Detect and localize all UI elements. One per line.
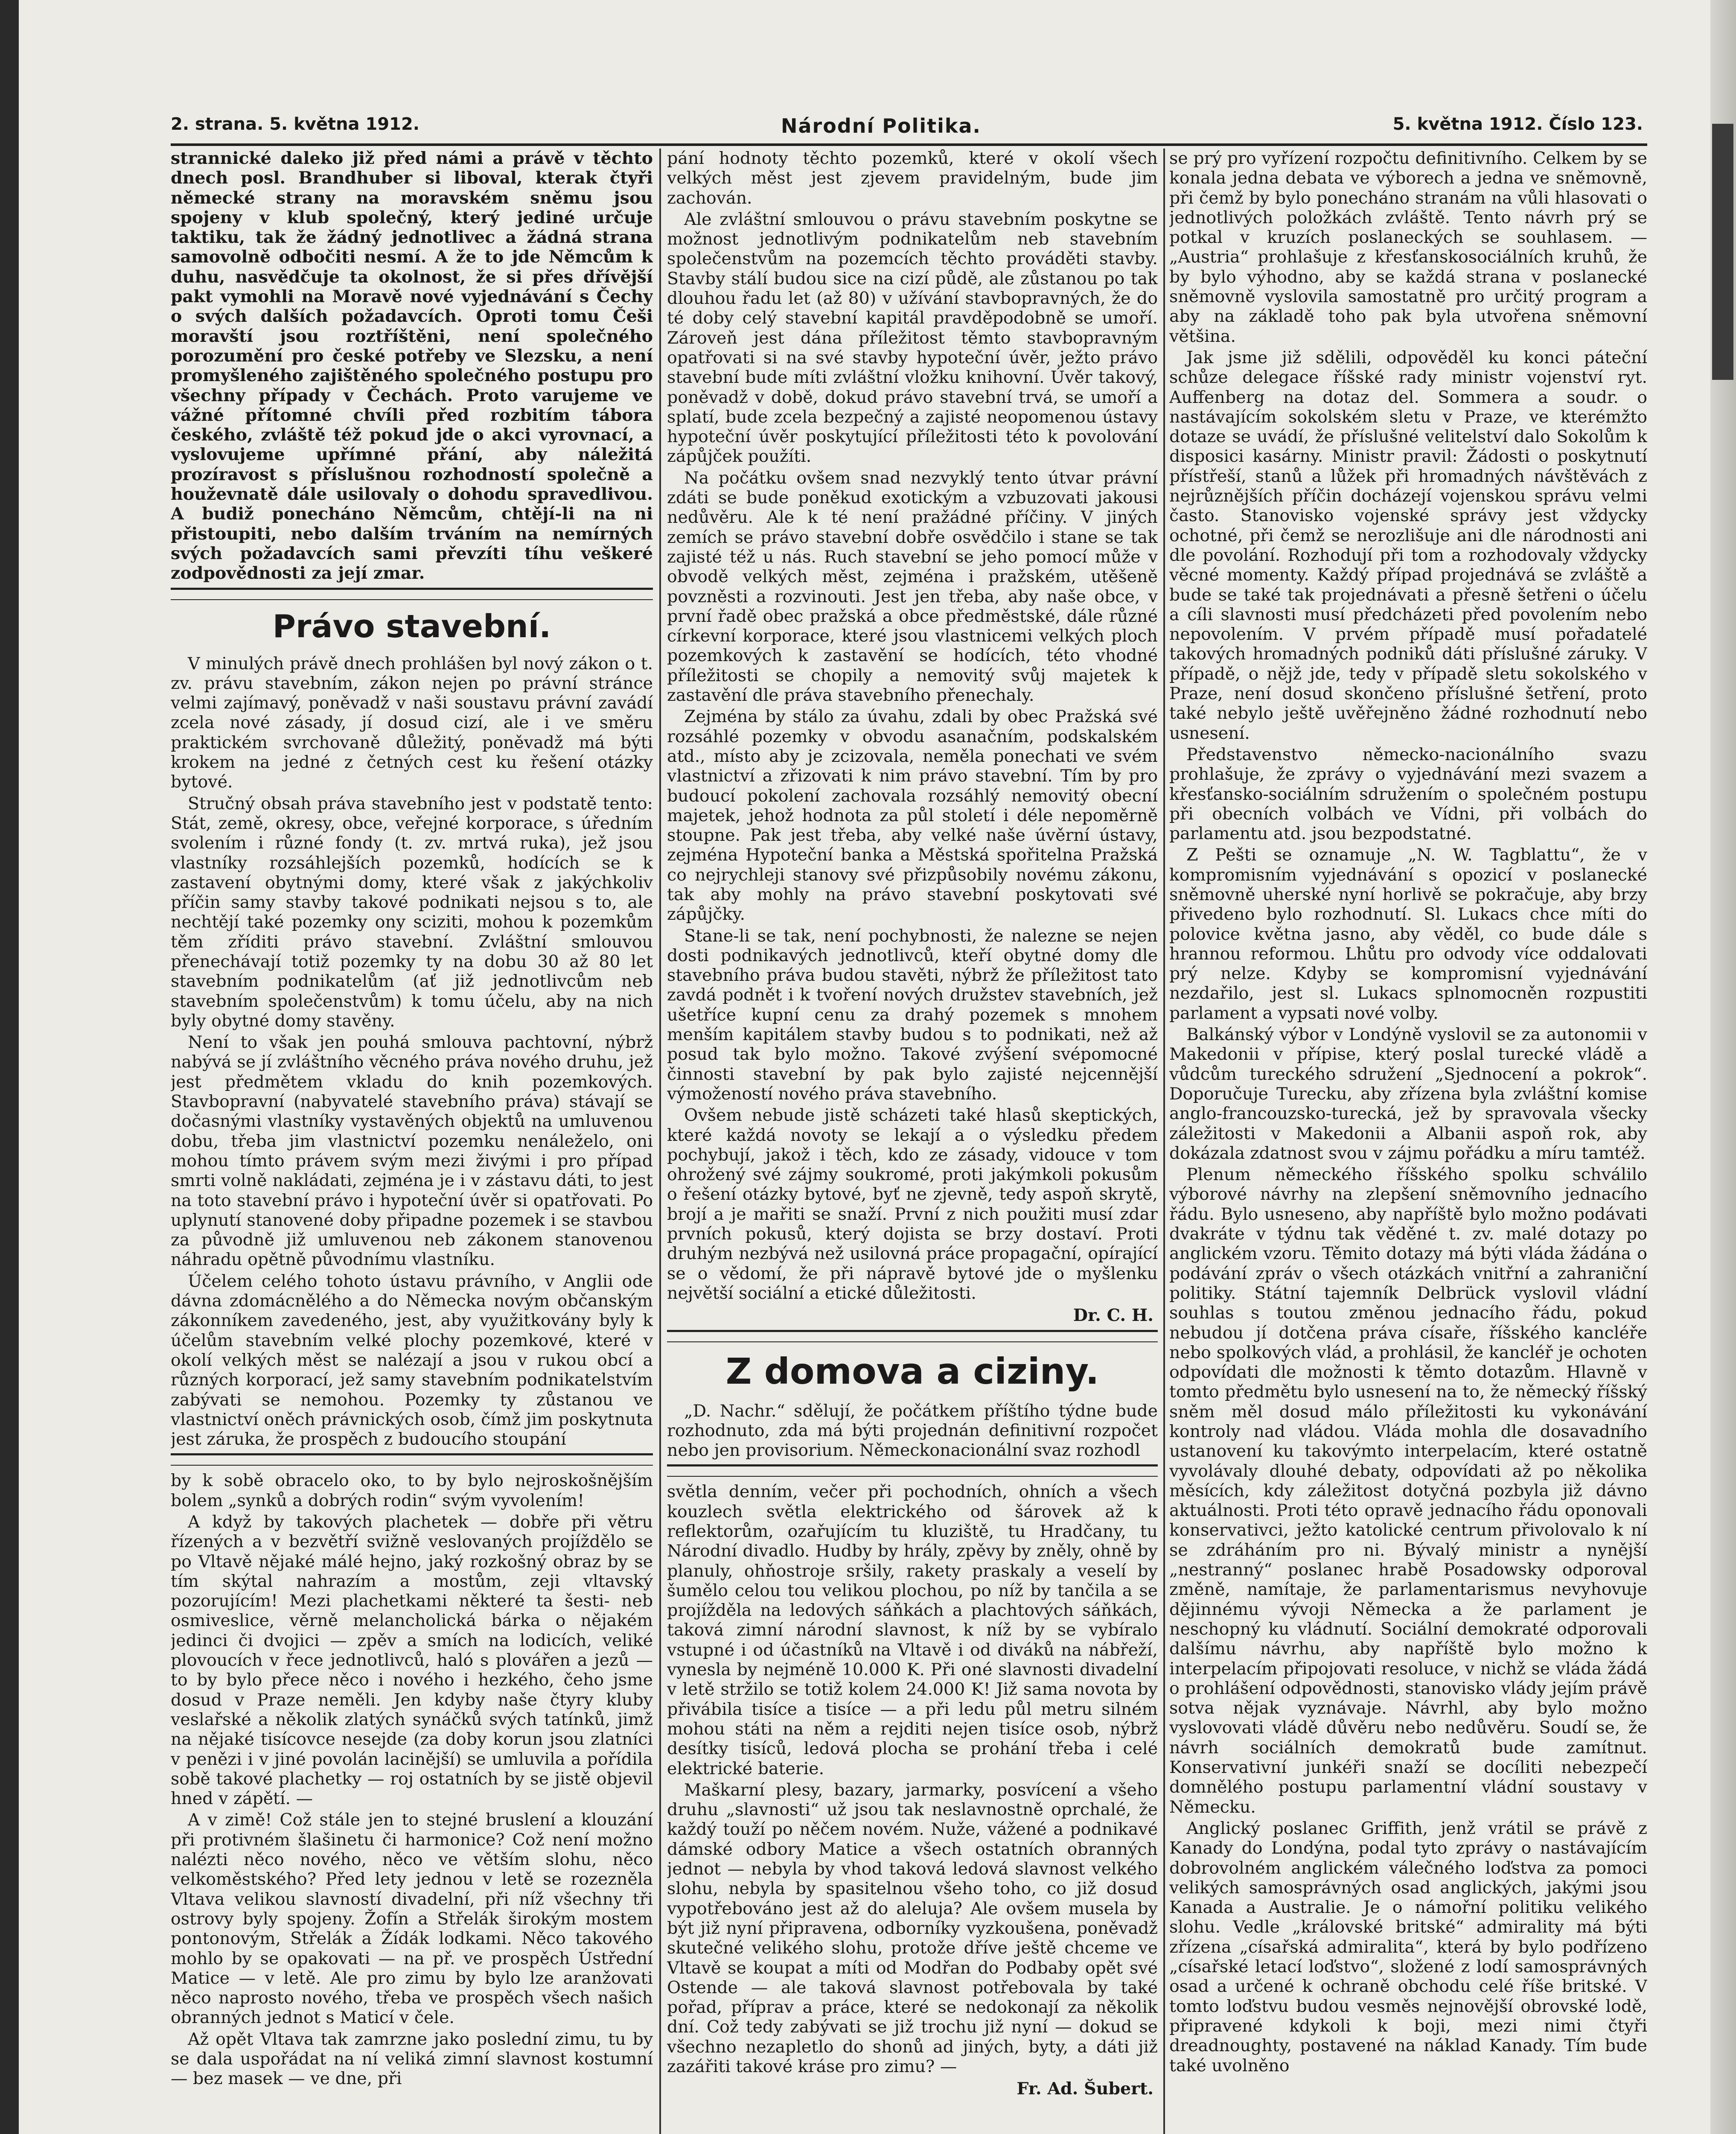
header-rule <box>171 143 1647 146</box>
news-paragraph: Plenum německého říšského spolku schválilo výborové návrhy na zlepšení sněmovního jednacího řádu. Bylo usneseno, aby napříště bylo možno podávati dvakráte v týdnu tak věděné t. zv. malé dotazy po anglickém vzoru. Těmito dotazy má býti vláda žádána o podávání zpráv o všech otázkách vnitřní a zahraniční politiky. Státní tajemník Delbrück vyslovil vládní souhlas s toutou změnou jednacího řádu, pokud nebudou jí dotčena práva císaře, říšského kancléře nebo spolkových vlád, a prohlásil, že kancléř je ochoten odpovídati dle možnosti k těmto dotazům. Hlavně v tomto předmětu bylo usnesení na to, že německý říšský sněm měl dosud málo příležitosti ku vykonávání kontroly nad vládou. Vláda mohla dle dosavadního ustanovení ku takovýmto interpelacím, které ostatně vyvolávaly dlouhé debaty, odpovídati až po několika měsících, kdy záležitost dotyčná pozbyla již dávno aktuálnosti. Proti této opravě jednacího řádu oponovali konservativci, ježto katolické centrum přivolovalo k ní se zdráháním pro ni. Bývalý ministr a nynější „nestranný“ poslanec hrabě Posadowsky odporoval změně, namítaje, že parlamentarismus nevyhovuje dějinnému vývoji Německa a že parlament je neschopný ku vládnutí. Sociální demokraté odporovali dalšímu návrhu, aby napříště bylo možno k interpelacím připojovati resoluce, v nichž se vláda žádá o prohlášení odpovědnosti, stanovisko vlády jejím právě sotva nějak vyznávaje. Návrhl, aby bylo možno vyslovovati vládě důvěru nebo nedůvěru. Soudí se, že návrh sociálních demokratů bude zamítnut. Konservativní junkéři snaží se docíliti nebezpečí domnělého postupu parlamentní vládní soustavy v Německu. <box>1169 1165 1647 1817</box>
paragraph: Ale zvláštní smlouvou o právu stavebním poskytne se možnost jednotlivým podnikatelům neb stavebním společenstvům na pozemcích těchto prováděti stavby. Stavby stálí budou sice na cizí půdě, ale zůstanou po tak dlouhou řadu let (až 80) v užívání stavbopravných, že do té doby celý stavební kapitál pravděpodobně se umoří. Zároveň jest dána příležitost těmto stavbopravným opatřovati si na své stavby hypoteční úvěr, ježto právo stavební bude míti zvláštní vložku knihovní. Úvěr takový, poněvadž v době, dokud právo stavební trvá, se umoří a splatí, bude zcela bezpečný a zajisté neopomenou ústavy hypoteční úvěr poskytující příležitosti této k povolování zápůjček použíti. <box>667 209 1158 466</box>
news-paragraph: Jak jsme již sdělili, odpověděl ku konci páteční schůze delegace říšské rady ministr vojenství ryt. Auffenberg na dotaz del. Sommera a soudr. o nastávajícím sokolském sletu v Praze, ve kterémžto dotaze se uvádí, že příslušné velitelství dalo Sokolům k disposici kasárny. Ministr pravil: Žádosti o poskytnutí přístřeší, stanů a lůžek při hromadných návštěvách z nejrůznějších příčin docházejí vojenskou správu velmi často. Stanovisko vojenské správy jest vždycky ochotné, při čemž se nerozlišuje ani dle národnosti ani dle povolání. Rozhodují při tom a rozhodovaly vždycky věcné momenty. Každý případ projednává se zvláště a bude se také tak projednávati a přesně šetřeni o účelu a cíli slavnosti musí předcházeti před povolením nebo nepovolením. V prvém případě musí pořadatelé takových hromadných podniků dáti příslušné záruky. V případě, o nějž jde, tedy v případě sletu sokolského v Praze, není dosud skončeno příslušné šetření, proto také nebylo ještě uvěřejněno žádné rozhodnutí nebo usnesení. <box>1169 347 1647 743</box>
article-signature: Dr. C. H. <box>1073 1306 1153 1326</box>
feuilleton-paragraph: by k sobě obracelo oko, to by bylo nejroskošnějším bolem „synků a dobrých rodin“ svým vyvolením! <box>171 1471 653 1510</box>
header-date-issue: 5. května 1912. Číslo 123. <box>1392 114 1643 134</box>
paragraph: Není to však jen pouhá smlouva pachtovní, nýbrž nabývá se jí zvláštního věcného práva nového druhu, jež jest předmětem vkladu do knih pozemkových. Stavbopravní (nabyvatelé stavebního práva) stávají se dočasnými vlastníky vystavěných objektů na umluvenou dobu, třeba jim vlastnictví pozemku nenáleželo, oni mohou tímto právem svým mezi živými i pro případ smrti volně nakládati, zejména je i v zástavu dáti, to jest na toto stavební právo i hypoteční úvěr si opatřovati. Po uplynutí stanovené doby připadne pozemek i se stavbou za původně již umluvenou neb zákonem stanovenou náhradu opětně původnímu vlastníku. <box>171 1032 653 1270</box>
feuilleton-separator <box>667 1464 1158 1477</box>
column-3 <box>1169 149 1647 2134</box>
header-page-date: 2. strana. 5. května 1912. <box>171 114 419 134</box>
adjacent-page-strip <box>1712 124 1733 380</box>
news-paragraph: Z Pešti se oznamuje „N. W. Tagblattu“, že v kompromisním vyjednávání s opozicí v poslanecké sněmovně uherské nyní horlivě se pokračuje, aby brzy přivedeno bylo rozhodnutí. Sl. Lukacs chce míti do polovice května jasno, aby věděl, co bude dále s hrannou reformou. Lhůtu pro odvody více oddalovati prý nelze. Kdyby se kompromisní vyjednávání nezdařilo, jest sl. Lukacs splnomocněn rozpustiti parlament a vypsati nové volby. <box>1169 845 1647 1023</box>
section-heading-z-domova-a-ciziny: Z domova a ciziny. <box>725 1350 1099 1392</box>
article-continuation: strannické daleko již před námi a právě v těchto dnech posl. Brandhuber si liboval, kterak čtyři německé strany na moravském sněmu jsou spojeny v klub společný, který jediné určuje taktiku, tak že žádný jednotlivec a žádná strana samovolně odbočiti nesmí. A že to jde Němcům k duhu, nasvědčuje ta okolnost, že si přes dřívější pakt vymohli na Moravě nové vyjednávání s Čechy o svých dalších požadavcích. Oproti tomu Češi moravští jsou roztříštěni, není společného porozumění pro české potřeby ve Slezsku, a není promyšleného zajištěného společného postupu pro všechny případy v Čechách. Proto varujeme ve vážné přítomné chvíli před rozbitím tábora českého, zvláště též pokud jde o akci vyrovnací, a vyslovujeme upřímné přání, aby náležitá prozíravost s příslušnou rozhodností společně a houževnatě dále usilovaly o dohodu spravedlivou. A budiž ponecháno Němcům, chtějí-li na ni přistoupiti, nebo dalším trváním na nemírných svých požadavcích sami převzíti tíhu veškeré zodpovědnosti za její zmar. <box>171 149 653 583</box>
header-newspaper-title: Národní Politika. <box>781 114 982 137</box>
paragraph: Ovšem nebude jistě scházeti také hlasů skeptických, které každá novoty se lekají a o výsledku předem pochybují, jakož i těch, kdo ze zásady, vidouce v tom ohrožený své zájmy soukromé, proti jakýmkoli pokusům o řešení otázky bytové, byť ne zjevně, tedy aspoň skrytě, brojí a je mařiti se snaží. První z nich použiti musí zdar prvních pokusů, který dojista se brzy dostaví. Proti druhým nezbývá než usilovná práce propagační, opírající se o vědomí, že při nápravě bytové jde o myšlenku největší sociální a etické důležitosti. <box>667 1105 1158 1303</box>
news-paragraph: „D. Nachr.“ sdělují, že počátkem příštího týdne bude rozhodnuto, zda má býti projednán definitivní rozpočet nebo jen provisorium. Německonacionální svaz rozhodl <box>667 1401 1158 1461</box>
paragraph: Zejména by stálo za úvahu, zdali by obec Pražská své rozsáhlé pozemky v obvodu asanačním, podskalském atd., místo aby je zcizovala, neměla ponechati ve svém vlastnictví a zřizovati k nim právo stavební. Tím by pro budoucí pokolení zachovala rozsáhlý nemovitý obecní majetek, jehož hodnota za půl století i déle nepoměrně stoupne. Pak jest třeba, aby velké naše úvěrní ústavy, zejména Hypoteční banka a Městská spořitelna Pražská co nejrychleji stanovy své přizpůsobily novému zákonu, tak aby mohly na právo stavební poskytovati své zápůjčky. <box>667 707 1158 924</box>
paragraph: pání hodnoty těchto pozemků, které v okolí všech velkých měst jest zjevem pravidelným, bude jim zachován. <box>667 149 1158 208</box>
news-paragraph: se prý pro vyřízení rozpočtu definitivního. Celkem by se konala jedna debata ve výborech a jedna ve sněmovně, při čemž by bylo ponecháno stranám na vůli hlasovati o jednotlivých položkách zvláště. Tento návrh prý se potkal v kruzích poslaneckých se souhlasem. — „Austria“ prohlašuje z křesťanskosociálních kruhů, že by bylo výhodno, aby se každá strana v poslanecké sněmovně vyslovila samostatně pro určitý program a aby na základě toho pak byla utvořena sněmovní většina. <box>1169 149 1647 346</box>
column-rule <box>659 149 661 2134</box>
paragraph: V minulých právě dnech prohlášen byl nový zákon o t. zv. právu stavebním, zákon nejen po právní stránce velmi zajímavý, poněvadž v naši soustavu právní zavádí zcela nové zásady, jí dosud cizí, ale i ve směru praktickém svrchovaně důležitý, poněvadž má býti krokem na jedné z četných cest ku řešení otázky bytové. <box>171 653 653 792</box>
paragraph: Na počátku ovšem snad nezvyklý tento útvar právní zdáti se bude poněkud exotickým a vzbuzovati jakousi nedůvěru. Ale k té není pražádné příčiny. V jiných zemích se právo stavební dobře osvědčilo i stane se tak zajisté též u nás. Ruch stavební se jeho pomocí může v obvodě velkých měst, zejména i pražském, utěšeně povzněsti a rozvinouti. Jest jen třeba, aby naše obce, v první řadě obec pražská a obce předměstské, dále různé církevní korporace, které jsou vlastnicemi velkých ploch pozemkových k zastavění se hodících, této vhodné příležitosti se chopily a nemovitý svůj majetek k zastavění dle práva stavebního přenechaly. <box>667 468 1158 706</box>
feuilleton-paragraph: A v zimě! Což stále jen to stejné bruslení a klouzání při protivném šlašinetu či harmonice? Což není možno nalézti něco nového, něco ve větším slohu, něco velkoměstského? Před lety jednou v letě se rozezněla Vltava velikou slavností divadelní, při níž všechny tři ostrovy byly spojeny. Žofín a Střelák širokým mostem pontonovým, Střelák a Žídák lodkami. Něco takového mohlo by se opakovati — na př. ve prospěch Ústřední Matice — v letě. Ale pro zimu by bylo lze aranžovati něco naprosto nového, třeba ve prospěch všech našich obranných jednot s Maticí v čele. <box>171 1810 653 2028</box>
page-header <box>171 114 1643 144</box>
news-paragraph: Anglický poslanec Griffith, jenž vrátil se právě z Kanady do Londýna, podal tyto zprávy o nastávajícím dobrovolném anglickém válečného loďstva za pomoci velikých samosprávných osad anglických, jakými jsou Kanada a Australie. Je o námořní politiku velikého slohu. Vedle „královské britské“ admirality má býti zřízena „císařská admiralita“, která by bylo podřízeno „císařské letací loďstvo“, složené z lodí samosprávných osad a určené k ochraně obchodu celé říše britské. V tomto loďstvu budou vesměs nejnovější obrovské lodě, připravené kdykoli k boji, mezi nimi čtyři dreadnoughty, postavené na náklad Kanady. Tím bude také uvolněno <box>1169 1818 1647 2076</box>
column-2 <box>667 149 1158 2134</box>
feuilleton-paragraph: Maškarní plesy, bazary, jarmarky, posvícení a všeho druhu „slavnosti“ už jsou tak neslavnostně oprchalé, že každý touží po něčem novém. Nuže, vážené a podnikavé dámské odbory Matice a všech ostatních obranných jednot — nebyla by vhod taková ledová slavnost velkého slohu, nebyla by spasitelnou všeho toho, co již dosud vypotřebováno jest až do aleluja? Ale ovšem musela by být již nyní připravena, odborníky vyzkoušena, poněvadž skutečné velikého slohu, protože dříve ještě chceme ve Vltavě se koupat a míti od Modřan do Podbaby opět své Ostende — ale taková slavnost potřebovala by také pořad, příprav a práce, které se nedokonají za několik dní. Což tedy zabývati se již trochu již nyní — dokud se všechno nezapletlo do shonů ad jiných, byty, a dáti již zazářiti takové kráse pro zimu? — <box>667 1780 1158 2077</box>
scan-edge-left <box>0 0 19 2134</box>
feuilleton-paragraph: Až opět Vltava tak zamrzne jako poslední zimu, tu by se dala uspořádat na ní veliká zimní slavnost kostumní — bez masek — ve dne, při <box>171 2029 653 2089</box>
paragraph: Stane-li se tak, není pochybnosti, že nalezne se nejen dosti podnikavých jednotlivců, kteří obytné domy dle stavebního práva budou stavěti, nýbrž že příležitost tato zavdá podnět i k tvoření nových družstev stavebních, jež ušetříce kupní cenu za drahý pozemek s mnohem menším kapitálem stavby budou s to podnikati, než až posud tak bylo možno. Takové zvýšení svépomocné činnosti stavební by pak bylo zajisté nejcennější výmožeností nového práva stavebního. <box>667 926 1158 1104</box>
article-separator <box>667 1330 1158 1342</box>
feuilleton-separator <box>171 1453 653 1466</box>
news-paragraph: Představenstvo německo-nacionálního svazu prohlašuje, že zprávy o vyjednávání mezi svazem a křesťansko-sociálním sdružením o společném postupu při obecních volbách ve Vídni, při volbách do parlamentu atd. jsou bezpodstatné. <box>1169 744 1647 844</box>
article-heading-pravo-stavebni: Právo stavební. <box>272 608 551 645</box>
feuilleton-paragraph: A když by takových plachetek — dobře při větru řízených a v bezvětří svižně veslovaných projíždělo se po Vltavě nějaké málé hejno, jaký rozkošný obraz by se tím skýtal nahrazím a mostům, zeji vltavský pozorujícím! Mezi plachetkami některé ta šesti- neb osmiveslice, věrně melancholická bárka o nějakém jedinci či dvojici — zpěv a smích na lodicích, veliké plovoucích v řece jednotlivců, haló s plovářen a jezů — to by bylo přece něco i nového i hezkého, čeho jsme dosud v Praze neměli. Jen kdyby naše čtyry kluby veslařské a několik zlatých synáčků svých tatínků, jimž na nějaké tisícovce nesejde (za doby korun jsou zlatníci v penězi i v jiné povolán lacinější) se umluvila a pořídila sobě takové plachetky — roj ostatních by se jistě objevil hned v zápětí. — <box>171 1512 653 1809</box>
feuilleton-signature: Fr. Ad. Šubert. <box>1017 2079 1153 2099</box>
article-separator <box>171 588 653 600</box>
feuilleton-paragraph: světla denním, večer při pochodních, ohních a všech kouzlech světla elektrického od šárovek až k reflektorům, ozařujícím tu kluziště, tu Hradčany, tu Národní divadlo. Hudby by hrály, zpěvy by zněly, ohně by planuly, ohňostroje sršily, rakety praskaly a veselí by šumělo celou tou velikou plochou, po níž by tančila a se projížděla na ledových sáňkách a plachtových sáňkách, taková zimní národní slavnost, k níž by se vybíralo vstupné i od účastníků na Vltavě i od diváků na nábřeží, vynesla by nejméně 10.000 K. Při oné slavnosti divadelní v letě stržilo se totiž kolem 24.000 K! Již sama novota by přivábila tisíce a tisíce — a při ledu půl metru silném mohou státi na něm a rejditi nejen tisíce osob, nýbrž desítky tisíců, ledová plocha se prohání třeba i celé elektrické baterie. <box>667 1482 1158 1778</box>
scan-edge-right <box>1710 0 1736 2134</box>
paragraph: Účelem celého tohoto ústavu právního, v Anglii ode dávna zdomácnělého a do Německa novým občanským zákonníkem zavedeného, jest, aby využitkovány byly k účelům stavebním velké plochy pozemkové, které v okolí velkých měst se nalézají a jsou v rukou obcí a různých korporací, jež samy stavebním podnikatelstvím zabývati se nemohou. Pozemky ty zůstanou ve vlastnictví oněch právnických osob, čímž jim poskytnuta jest záruka, že prospěch z budoucího stoupání <box>171 1271 653 1449</box>
paragraph: Stručný obsah práva stavebního jest v podstatě tento: Stát, země, okresy, obce, veřejné korporace, s úředním svolením i různé fondy (t. zv. mrtvá ruka), jež jsou vlastníky rozsáhlejších pozemků, hodících se k zastavení obytnými domy, které však z jakýchkoliv příčin samy stavby takové podnikati nejsou s to, ale nechtějí také pozemky ony sciziti, mohou k pozemkům těm zříditi právo stavební. Zvláštní smlouvou přenechávají totiž pozemky ty na dobu 30 až 80 let stavebním podnikatelům (ať již jednotlivcům neb stavebním společenstvům) k tomu účelu, aby na nich byly obytné domy stavěny. <box>171 793 653 1031</box>
column-rule <box>1163 149 1165 2134</box>
news-paragraph: Balkánský výbor v Londýně vyslovil se za autonomii v Makedonii v přípise, který poslal turecké vládě a vůdcům tureckého sdružení „Sjednocení a pokrok“. Doporučuje Turecku, aby zřízena byla zvláštní komise anglo-francouzsko-turecká, jež by spravovala všecky záležitosti v Makedonii a Albanii aspoň rok, aby dokázala zdatnost svou v zájmu pořádku a míru tamtéž. <box>1169 1025 1647 1163</box>
column-1 <box>171 149 653 2134</box>
